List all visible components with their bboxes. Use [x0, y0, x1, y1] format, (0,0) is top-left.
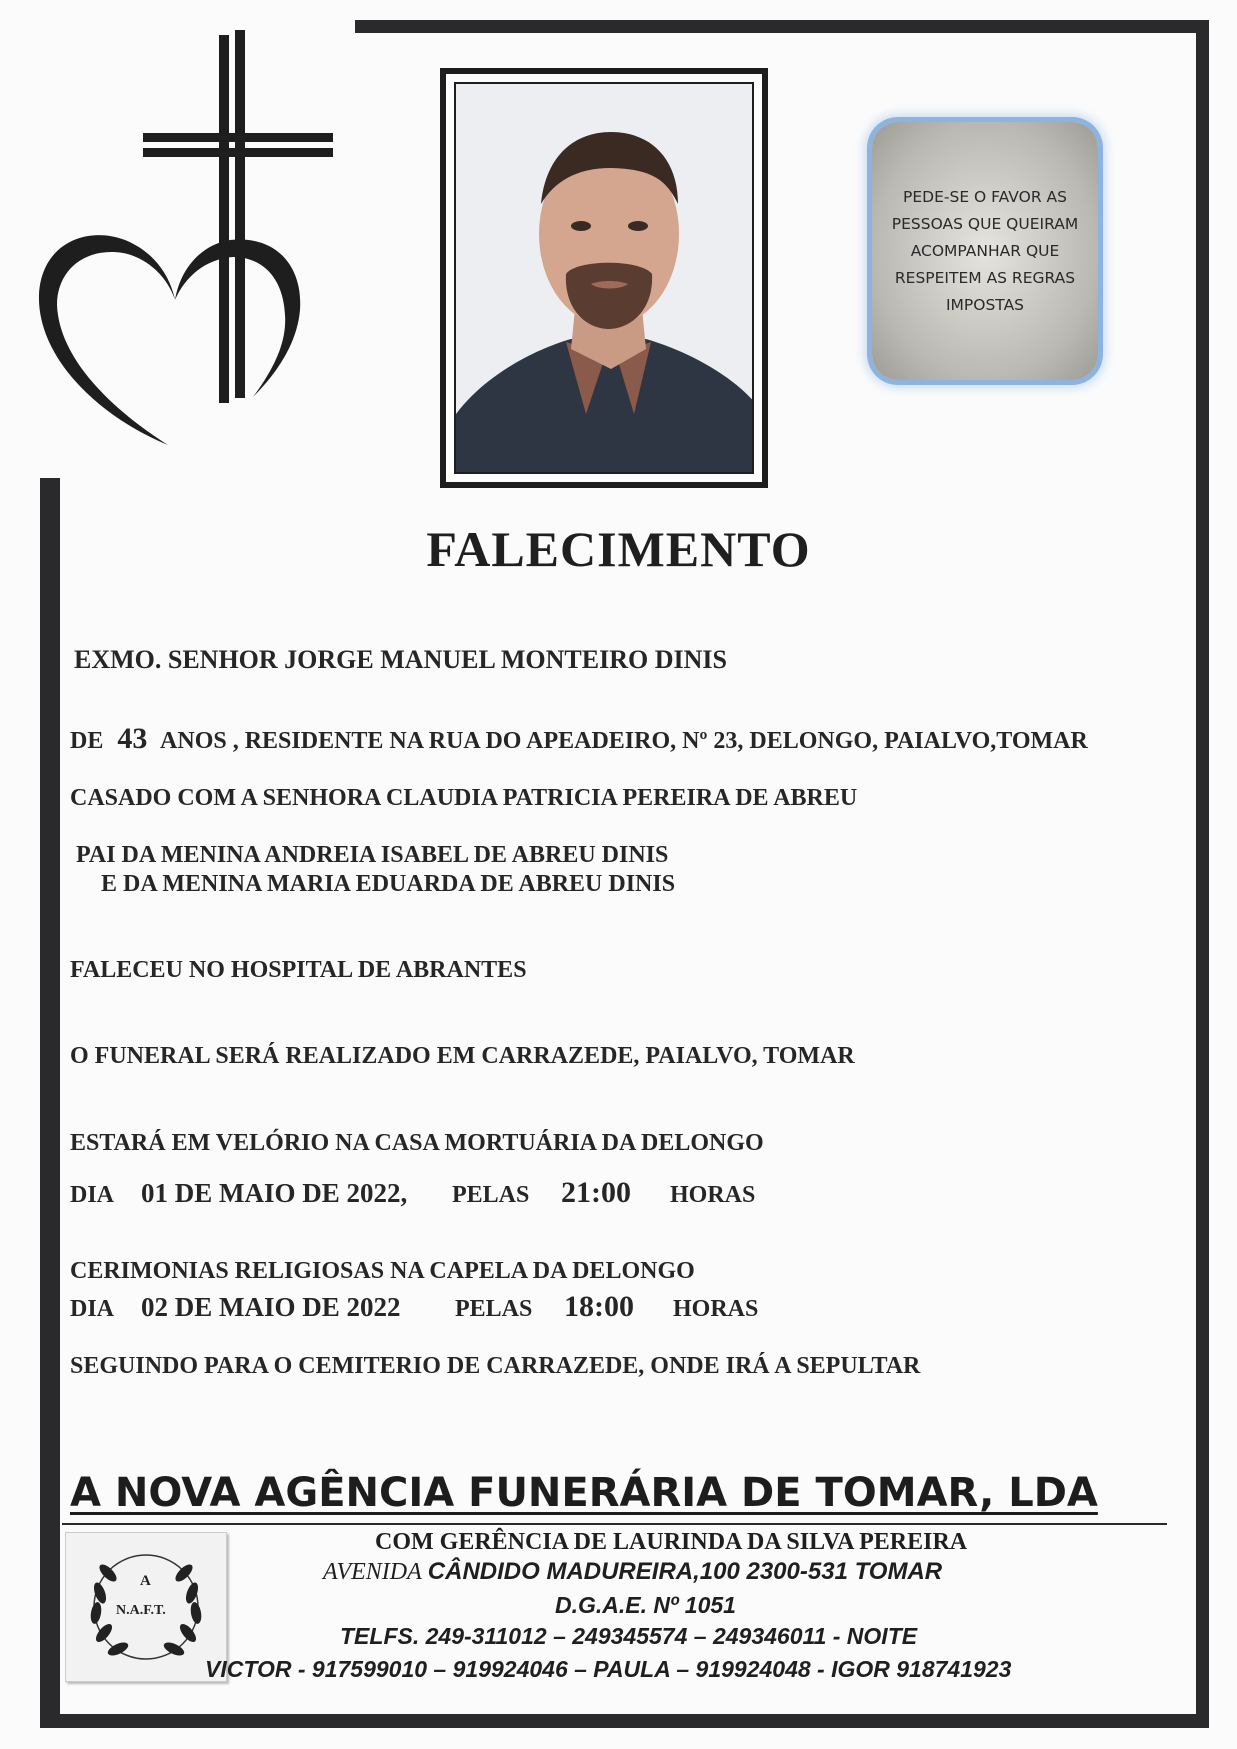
cross-heart-icon: [35, 25, 335, 475]
ceremony-pelas: PELAS: [455, 1296, 533, 1322]
wake-dia: DIA: [70, 1182, 115, 1208]
frame-right-bar: [1196, 20, 1209, 1728]
ceremony-horas: HORAS: [673, 1296, 759, 1322]
funeral-line: O FUNERAL SERÁ REALIZADO EM CARRAZEDE, PAIALVO, TOMAR: [70, 1043, 855, 1069]
address-avenida: AVENIDA: [323, 1559, 422, 1585]
child-line-2: E DA MENINA MARIA EDUARDA DE ABREU DINIS: [101, 871, 676, 897]
agency-divider: [62, 1523, 1167, 1525]
ceremony-date: 02 DE MAIO DE 2022: [141, 1292, 401, 1322]
ceremony-place-line: CERIMONIAS RELIGIOSAS NA CAPELA DA DELONGO: [70, 1258, 695, 1284]
wake-date: 01 DE MAIO DE 2022,: [141, 1178, 408, 1208]
portrait-image: [456, 84, 754, 474]
frame-bottom-bar: [40, 1714, 1209, 1728]
notice-text: PEDE-SE O FAVOR AS PESSOAS QUE QUEIRAM ACOMPANHAR QUE RESPEITEM AS REGRAS IMPOSTAS: [891, 187, 1079, 314]
frame-top-bar: [355, 20, 1209, 33]
deceased-name: EXMO. SENHOR JORGE MANUEL MONTEIRO DINIS: [74, 645, 727, 674]
naft-seal: [65, 1532, 227, 1682]
age-residence-line: [70, 722, 1088, 756]
wake-horas: HORAS: [670, 1182, 756, 1208]
covid-notice-panel: [872, 122, 1098, 380]
agency-name: A NOVA AGÊNCIA FUNERÁRIA DE TOMAR, LDA: [70, 1470, 1098, 1516]
contacts-line: VICTOR - 917599010 – 919924046 – PAULA – 919924048 - IGOR 918741923: [205, 1656, 1012, 1682]
address-text: CÂNDIDO MADUREIRA,100 2300-531 TOMAR: [427, 1558, 943, 1585]
spouse-line: CASADO COM A SENHORA CLAUDIA PATRICIA PEREIRA DE ABREU: [70, 785, 858, 811]
seal-acronym: N.A.F.T.: [116, 1603, 166, 1618]
wake-place-line: ESTARÁ EM VELÓRIO NA CASA MORTUÁRIA DA DELONGO: [70, 1130, 764, 1156]
management-line: COM GERÊNCIA DE LAURINDA DA SILVA PEREIRA: [375, 1529, 968, 1555]
wake-date-line: [70, 1176, 755, 1210]
phones-line: TELFS. 249-311012 – 249345574 – 249346011 - NOITE: [340, 1623, 918, 1649]
frame-left-bar: [40, 478, 60, 1728]
residence-text: ANOS , RESIDENTE NA RUA DO APEADEIRO, Nº 23, DELONGO, PAIALVO,TOMAR: [160, 728, 1088, 754]
address-line: [323, 1558, 942, 1586]
ceremony-time: 18:00: [564, 1290, 634, 1323]
page-title: FALECIMENTO: [426, 521, 811, 577]
death-place-line: FALECEU NO HOSPITAL DE ABRANTES: [70, 957, 527, 983]
ceremony-dia: DIA: [70, 1296, 115, 1322]
portrait-photo: [440, 68, 768, 488]
child-line-1: PAI DA MENINA ANDREIA ISABEL DE ABREU DINIS: [76, 842, 669, 868]
wake-pelas: PELAS: [452, 1182, 530, 1208]
seal-letter: A: [140, 1573, 151, 1589]
burial-line: SEGUINDO PARA O CEMITERIO DE CARRAZEDE, ONDE IRÁ A SEPULTAR: [70, 1353, 921, 1379]
wake-time: 21:00: [561, 1176, 631, 1209]
dgae-line: D.G.A.E. Nº 1051: [555, 1592, 736, 1618]
age-value: 43: [117, 722, 148, 755]
age-prefix: DE: [70, 728, 104, 754]
ceremony-date-line: [70, 1290, 758, 1324]
